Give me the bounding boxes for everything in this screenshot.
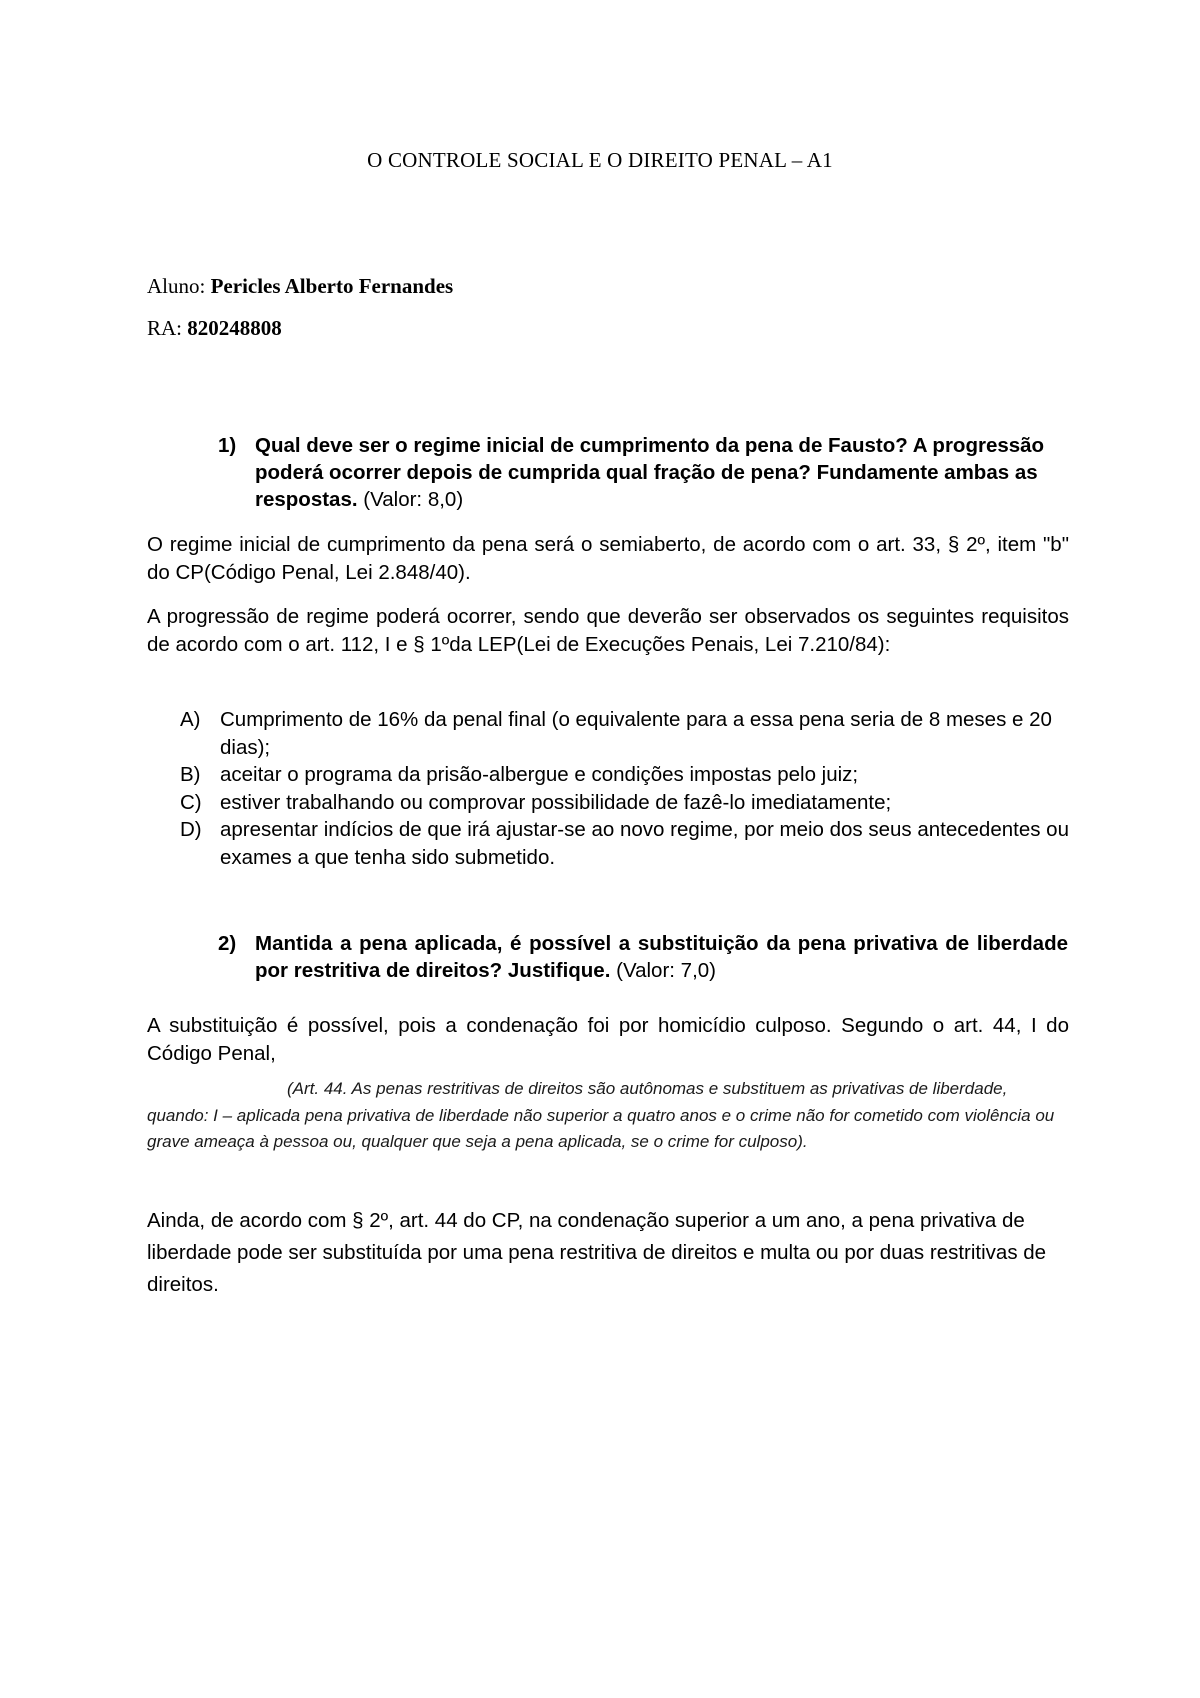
ra-label: RA: (147, 316, 183, 340)
question-2-text: Mantida a pena aplicada, é possível a substituição da pena privativa de liberdade por restritiva de direitos? Justifique. (255, 932, 1068, 982)
question-2-number: 2) (218, 932, 237, 955)
question-1-number: 1) (218, 434, 237, 457)
legal-quote-text: (Art. 44. As penas restritivas de direitos são autônomas e substituem as privativas de liberdade, quando: I – aplicada pena privativa de liberdade não superior a quatro anos e o crime não for cometido com violência ou grave ameaça à pessoa ou, qualquer que seja a pena aplicada, se o crime for culposo). (147, 1079, 1055, 1151)
question-1 (218, 432, 1068, 513)
question-2 (218, 930, 1068, 984)
list-item (180, 789, 1070, 817)
answer-1-paragraph-2: A progressão de regime poderá ocorrer, sendo que deverão ser observados os seguintes requisitos de acordo com o art. 112, I e § 1ºda LEP(Lei de Execuções Penais, Lei 7.210/84): (147, 605, 1069, 656)
list-item (180, 706, 1070, 761)
answer-2-paragraph-1: A substituição é possível, pois a condenação foi por homicídio culposo. Segundo o art. 44, I do Código Penal, (147, 1014, 1069, 1065)
list-item-marker: B) (180, 763, 201, 786)
list-item-text: Cumprimento de 16% da penal final (o equivalente para a essa pena seria de 8 meses e 20 dias); (220, 708, 1052, 759)
requirements-list (180, 706, 1070, 871)
question-1-body (255, 432, 1068, 513)
list-item-marker: C) (180, 790, 202, 814)
question-2-body (255, 930, 1068, 984)
document-title: O CONTROLE SOCIAL E O DIREITO PENAL – A1 (367, 148, 833, 172)
list-item-text: estiver trabalhando ou comprovar possibilidade de fazê-lo imediatamente; (220, 790, 892, 814)
ra-value: 820248808 (187, 316, 282, 340)
student-line (147, 274, 453, 299)
student-label: Aluno: (147, 274, 206, 298)
question-2-value: (Valor: 7,0) (616, 959, 717, 982)
answer-2-paragraph-2: Ainda, de acordo com § 2º, art. 44 do CP, na condenação superior a um ano, a pena privativa de liberdade pode ser substituída por uma pena restritiva de direitos e multa ou por duas restritivas de direitos. (147, 1209, 1047, 1296)
list-item-text: aceitar o programa da prisão-albergue e condições impostas pelo juiz; (220, 763, 859, 786)
question-1-text: Qual deve ser o regime inicial de cumprimento da pena de Fausto? A progressão poderá ocorrer depois de cumprida qual fração de pena? Fundamente ambas as respostas. (255, 434, 1045, 511)
question-1-value: (Valor: 8,0) (363, 488, 464, 511)
legal-quote (147, 1076, 1067, 1156)
list-item-text: apresentar indícios de que irá ajustar-se ao novo regime, por meio dos seus antecedentes ou exames a que tenha sido submetido. (220, 818, 1069, 869)
list-item (180, 761, 1070, 789)
student-name: Pericles Alberto Fernandes (210, 274, 454, 298)
list-item (180, 816, 1070, 871)
ra-line (147, 316, 282, 341)
answer-1-paragraph-1: O regime inicial de cumprimento da pena será o semiaberto, de acordo com o art. 33, § 2º, item "b" do CP(Código Penal, Lei 2.848/40). (147, 533, 1069, 584)
list-item-marker: A) (180, 708, 201, 731)
list-item-marker: D) (180, 818, 202, 841)
